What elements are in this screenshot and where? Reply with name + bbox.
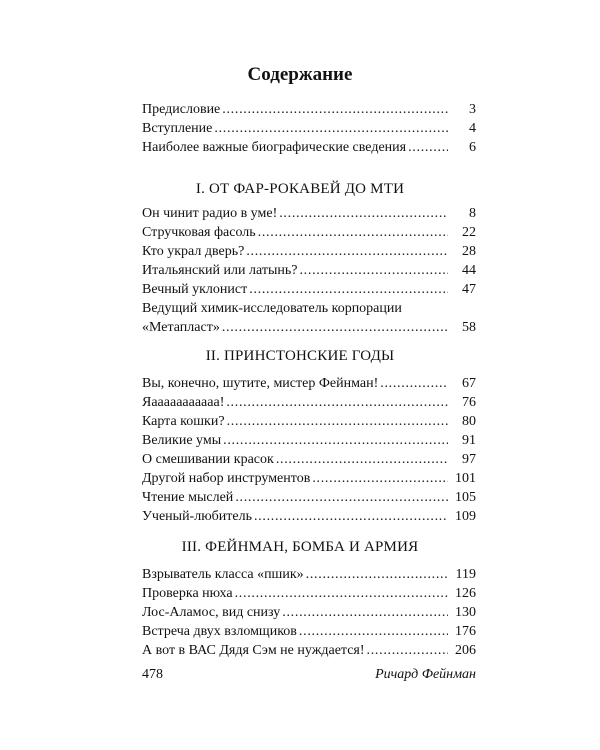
toc-leader-dots <box>282 603 448 622</box>
toc-leader-dots <box>276 450 448 469</box>
toc-leader-dots <box>258 223 448 242</box>
toc-leader-dots <box>306 565 448 584</box>
toc-entry-label: Великие умы <box>142 433 222 448</box>
toc-entry-label: Яааааааааааа! <box>142 395 225 410</box>
toc-entry-page: 6 <box>469 140 476 155</box>
toc-entry-label: Встреча двух взломщиков <box>142 624 297 639</box>
toc-entry <box>142 374 476 393</box>
toc-leader-dots <box>299 261 448 280</box>
toc-entry-label-line1: Ведущий химик-исследователь корпорации <box>142 301 402 316</box>
toc-entry-page: 105 <box>455 490 476 505</box>
toc-entry-label: Другой набор инструментов <box>142 471 311 486</box>
toc-leader-dots <box>380 374 448 393</box>
toc-entry-label: «Метапласт» <box>142 320 220 335</box>
toc-entry-page: 3 <box>469 102 476 117</box>
toc-entry <box>142 280 476 299</box>
toc-entry-page: 8 <box>469 206 476 221</box>
toc-leader-dots <box>227 412 448 431</box>
toc-entry-page: 47 <box>462 282 476 297</box>
toc-entry-label: Проверка нюха <box>142 586 233 601</box>
toc-leader-dots <box>254 507 448 526</box>
toc-entry-page: 101 <box>455 471 476 486</box>
page-title: Содержание <box>247 64 353 85</box>
section-heading: III. ФЕЙНМАН, БОМБА И АРМИЯ <box>181 539 419 555</box>
toc-entry <box>142 223 476 242</box>
toc-entry-page: 76 <box>462 395 476 410</box>
toc-entry-page: 130 <box>455 605 476 620</box>
toc-entry <box>142 393 476 412</box>
toc-entry-page: 206 <box>455 643 476 658</box>
toc-leader-dots <box>408 138 448 157</box>
toc-entry <box>142 584 476 603</box>
toc-entry-label: Наиболее важные биографические сведения <box>142 140 407 155</box>
toc-entry <box>142 488 476 507</box>
toc-entry-page: 22 <box>462 225 476 240</box>
toc-entry-page: 97 <box>462 452 476 467</box>
toc-entry-label: Вечный уклонист <box>142 282 248 297</box>
toc-entry-label: А вот в ВАС Дядя Сэм не нуждается! <box>142 643 365 658</box>
toc-entry-label: Карта кошки? <box>142 414 225 429</box>
toc-entry <box>142 641 476 660</box>
toc-section-3 <box>142 565 476 660</box>
toc-entry-label: Ученый-любитель <box>142 509 252 524</box>
toc-entry-label: Кто украл дверь? <box>142 244 245 259</box>
toc-entry <box>142 119 476 138</box>
toc-entry <box>142 204 476 223</box>
toc-entry <box>142 412 476 431</box>
toc-entry-label: Чтение мыслей <box>142 490 234 505</box>
toc-entry <box>142 138 476 157</box>
toc-entry-page: 91 <box>462 433 476 448</box>
toc-entry <box>142 100 476 119</box>
toc-leader-dots <box>279 204 448 223</box>
toc-entry-label: Лос-Аламос, вид снизу <box>142 605 281 620</box>
toc-entry <box>142 603 476 622</box>
toc-entry-label: Вступление <box>142 121 213 136</box>
section-heading: II. ПРИНСТОНСКИЕ ГОДЫ <box>205 348 395 364</box>
toc-leader-dots <box>235 584 448 603</box>
toc-entry-label: Взрыватель класса «пшик» <box>142 567 304 582</box>
toc-leader-dots <box>222 318 448 337</box>
toc-entry-page: 58 <box>462 320 476 335</box>
toc-entry-page: 67 <box>462 376 476 391</box>
toc-entry <box>142 318 476 337</box>
toc-entry-page: 44 <box>462 263 476 278</box>
toc-entry-label: Итальянский или латынь? <box>142 263 298 278</box>
toc-entry <box>142 450 476 469</box>
toc-intro <box>142 100 476 157</box>
toc-section-2 <box>142 374 476 526</box>
toc-entry <box>142 507 476 526</box>
toc-entry <box>142 261 476 280</box>
toc-section-1 <box>142 204 476 337</box>
toc-leader-dots <box>299 622 448 641</box>
toc-leader-dots <box>367 641 448 660</box>
toc-entry-page: 4 <box>469 121 476 136</box>
toc-entry-label: Предисловие <box>142 102 221 117</box>
toc-leader-dots <box>249 280 448 299</box>
footer-page-number: 478 <box>142 667 163 682</box>
toc-leader-dots <box>214 119 448 138</box>
toc-entry <box>142 469 476 488</box>
toc-entry-page: 119 <box>455 567 476 582</box>
toc-entry <box>142 622 476 641</box>
toc-leader-dots <box>312 469 448 488</box>
toc-leader-dots <box>226 393 448 412</box>
toc-entry <box>142 431 476 450</box>
footer-author: Ричард Фейнман <box>375 667 476 682</box>
toc-entry-page: 109 <box>455 509 476 524</box>
toc-entry <box>142 242 476 261</box>
toc-leader-dots <box>235 488 448 507</box>
section-heading: I. ОТ ФАР-РОКАВЕЙ ДО МТИ <box>195 181 405 197</box>
toc-entry-page: 176 <box>455 624 476 639</box>
toc-entry <box>142 565 476 584</box>
toc-entry-page: 28 <box>462 244 476 259</box>
toc-entry-label: Стручковая фасоль <box>142 225 256 240</box>
toc-entry-page: 126 <box>455 586 476 601</box>
toc-entry-label: Вы, конечно, шутите, мистер Фейнман! <box>142 376 379 391</box>
toc-entry-label: Он чинит радио в уме! <box>142 206 278 221</box>
toc-entry-page: 80 <box>462 414 476 429</box>
toc-entry-label: О смешивании красок <box>142 452 274 467</box>
toc-leader-dots <box>246 242 448 261</box>
toc-leader-dots <box>222 100 448 119</box>
toc-leader-dots <box>223 431 448 450</box>
